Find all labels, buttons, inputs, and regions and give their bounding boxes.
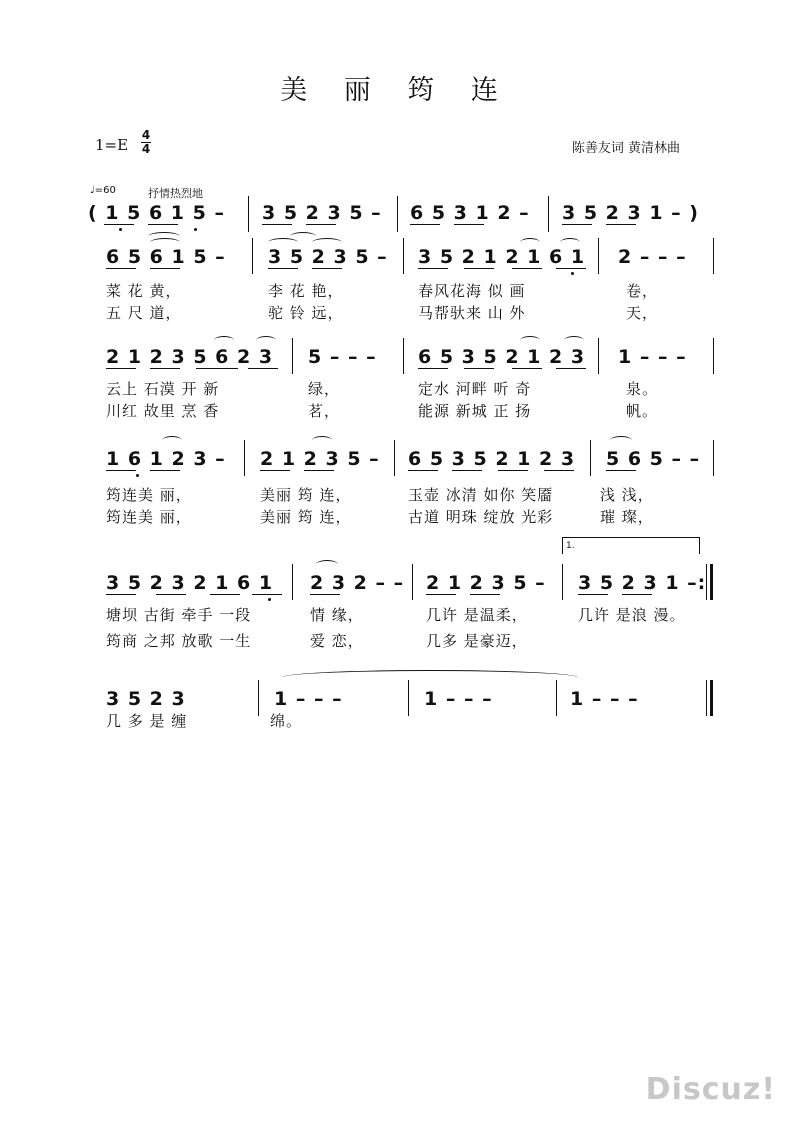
lyric-line: 古道 明珠 绽放 光彩 [408, 508, 554, 526]
measure: 2 3 2 – – [310, 572, 405, 594]
measure: 6 5 6 1 5 – [106, 246, 226, 268]
bar-line [292, 564, 293, 600]
measure: 1 – – – [274, 688, 343, 710]
lyric-line: 几多 是豪迈， [426, 632, 528, 650]
lyric-line: 茗， [308, 402, 341, 420]
lyric-line: 云上 石漠 开 新 [106, 380, 220, 398]
lyric-line: 几 多 是 缠 [106, 712, 188, 730]
measure: 2 1 2 3 5 6 2 3 [106, 346, 274, 368]
bar-line [598, 238, 599, 274]
volta-bracket [562, 537, 700, 554]
watermark-logo: Discuz! [645, 1072, 776, 1107]
lyric-line: 塘坝 古街 牵手 一段 [106, 606, 252, 624]
lyric-line: 美丽 筠 连， [260, 486, 352, 504]
bar-line [713, 338, 714, 374]
lyric-line: 能源 新城 正 扬 [418, 402, 532, 420]
measure: 1 – – – [618, 346, 687, 368]
lyric-line: 马帮驮来 山 外 [418, 304, 526, 322]
time-signature-bottom: 4 [141, 142, 151, 156]
measure: 5 – – – [308, 346, 377, 368]
bar-line [713, 440, 714, 476]
bar-line [562, 564, 563, 600]
lyric-line: 驼 铃 远， [268, 304, 344, 322]
bar-line [403, 338, 404, 374]
bar-line [713, 238, 714, 274]
credits: 陈善友词 黄清林曲 [571, 141, 680, 156]
measure: 6 5 3 5 2 1 2 3 [408, 448, 576, 470]
bar-line [403, 238, 404, 274]
key-signature: 1=E [95, 136, 129, 154]
expression-marking: 抒情热烈地 [148, 187, 203, 200]
lyric-line: 绿， [308, 380, 341, 398]
volta-number: 1. [566, 541, 575, 551]
measure: 1 – – – [570, 688, 639, 710]
lyric-line: 泉。 [626, 380, 659, 398]
bar-line [397, 196, 398, 232]
bar-line [590, 440, 591, 476]
lyric-line: 情 缘， [310, 606, 364, 624]
lyric-line: 五 尺 道， [106, 304, 182, 322]
final-bar [710, 680, 713, 716]
lyric-line: 川红 故里 烹 香 [106, 402, 220, 420]
measure: 3 5 2 3 1 –: [578, 572, 707, 594]
measure: 6 5 3 1 2 – [410, 202, 530, 224]
lyric-line: 美丽 筠 连， [260, 508, 352, 526]
bar-line [412, 564, 413, 600]
measure: 2 – – – [618, 246, 687, 268]
bar-line [244, 440, 245, 476]
lyric-line: 天， [626, 304, 659, 322]
lyric-line: 几许 是温柔， [426, 606, 528, 624]
measure: 2 1 2 3 5 – [260, 448, 380, 470]
bar-line [248, 196, 249, 232]
bar-line [258, 680, 259, 716]
time-signature-top: 4 [141, 128, 151, 142]
lyric-line: 璀 璨， [600, 508, 654, 526]
lyric-line: 帆。 [626, 402, 659, 420]
lyric-line: 春风花海 似 画 [418, 282, 526, 300]
bar-line [394, 440, 395, 476]
lyric-line: 筠商 之邦 放歌 一生 [106, 632, 252, 650]
bar-line [292, 338, 293, 374]
bar-line [706, 680, 707, 716]
measure: 3 5 2 1 2 1 6 1 [418, 246, 586, 268]
repeat-bar [710, 564, 713, 600]
time-signature [140, 129, 152, 156]
lyric-line: 爱 恋， [310, 632, 364, 650]
lyric-line: 绵。 [270, 712, 303, 730]
measure: 1 6 1 2 3 – [106, 448, 226, 470]
measure: 3 5 2 3 5 – [262, 202, 382, 224]
measure: ( 1 5 6 1 5 – [88, 202, 225, 224]
bar-line [556, 680, 557, 716]
song-title: 美 丽 筠 连 [280, 75, 512, 106]
lyric-line: 几许 是浪 漫。 [578, 606, 686, 624]
lyric-line: 筠连美 丽， [106, 508, 192, 526]
measure: 3 5 2 3 1 – ) [562, 202, 699, 224]
lyric-line: 卷， [626, 282, 659, 300]
measure: 2 1 2 3 5 – [426, 572, 546, 594]
lyric-line: 筠连美 丽， [106, 486, 192, 504]
bar-line [252, 238, 253, 274]
bar-line [408, 680, 409, 716]
bar-line [598, 338, 599, 374]
measure: 3 5 2 3 5 – [268, 246, 388, 268]
lyric-line: 玉壶 冰清 如你 笑靥 [408, 486, 554, 504]
measure: 5 6 5 – – [606, 448, 701, 470]
bar-line [548, 196, 549, 232]
measure: 3 5 2 3 2 1 6 1 [106, 572, 274, 594]
bar-line [706, 564, 707, 600]
lyric-line: 李 花 艳， [268, 282, 344, 300]
lyric-line: 定水 河畔 听 奇 [418, 380, 532, 398]
lyric-line: 浅 浅， [600, 486, 654, 504]
measure: 6 5 3 5 2 1 2 3 [418, 346, 586, 368]
measure: 1 – – – [424, 688, 493, 710]
measure: 3 5 2 3 [106, 688, 186, 710]
tempo-marking: ♩=60 [90, 185, 116, 196]
lyric-line: 菜 花 黄， [106, 282, 182, 300]
